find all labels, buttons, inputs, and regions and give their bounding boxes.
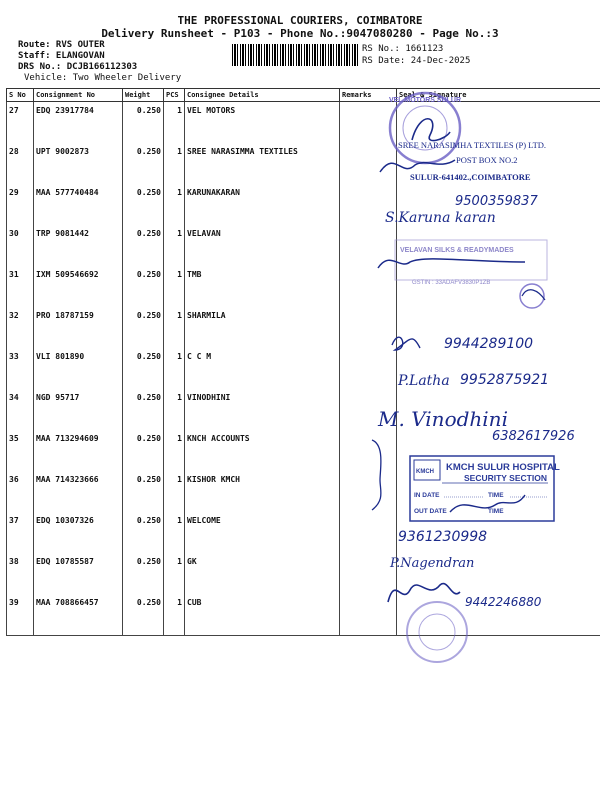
cell-signature [397, 225, 600, 266]
cell-pcs: 1 [164, 594, 185, 636]
vel-motors-seal-text: VEL MOTORS SULUR [388, 97, 462, 104]
table-row [7, 266, 600, 307]
cell-consignee: KARUNAKARAN [185, 184, 340, 225]
cell-remarks [340, 594, 397, 636]
cell-pcs: 1 [164, 307, 185, 348]
kmch-time-2: TIME [488, 508, 504, 515]
cell-sno: 35 [7, 430, 34, 471]
runsheet-subtitle: Delivery Runsheet - P103 - Phone No.:9047080280 - Page No.:3 [101, 27, 499, 40]
cell-consignee: GK [185, 553, 340, 594]
textile-stamp-line2: POST BOX NO.2 [456, 155, 518, 165]
cell-pcs: 1 [164, 266, 185, 307]
kmch-time-1: TIME [488, 492, 504, 499]
hw-name-3: M. Vinodhini [378, 407, 508, 431]
table-row [7, 348, 600, 389]
table-row [7, 512, 600, 553]
cell-signature [397, 553, 600, 594]
cell-consignee: C C M [185, 348, 340, 389]
kmch-title-1: KMCH SULUR HOSPITAL [446, 462, 560, 473]
company-title: THE PROFESSIONAL COURIERS, COIMBATORE [177, 14, 423, 27]
cell-signature [397, 512, 600, 553]
cell-weight: 0.250 [123, 143, 164, 184]
cell-signature [397, 102, 600, 144]
rs-date: RS Date: 24-Dec-2025 [362, 56, 471, 66]
cell-signature [397, 184, 600, 225]
hw-phone-6: 9442246880 [465, 595, 542, 609]
cell-consignee: CUB [185, 594, 340, 636]
cell-remarks [340, 471, 397, 512]
cell-pcs: 1 [164, 102, 185, 144]
table-row [7, 225, 600, 266]
cell-pcs: 1 [164, 512, 185, 553]
cell-remarks [340, 143, 397, 184]
table-row [7, 102, 600, 144]
cell-sno: 34 [7, 389, 34, 430]
cell-weight: 0.250 [123, 266, 164, 307]
cell-remarks [340, 389, 397, 430]
cell-consignee: VELAVAN [185, 225, 340, 266]
cell-signature [397, 143, 600, 184]
cell-sno: 27 [7, 102, 34, 144]
cell-remarks [340, 348, 397, 389]
cell-consignee: KNCH ACCOUNTS [185, 430, 340, 471]
table-row [7, 553, 600, 594]
cell-sno: 32 [7, 307, 34, 348]
cell-remarks [340, 225, 397, 266]
cell-consignment: UPT 9002873 [34, 143, 123, 184]
col-remarks: Remarks [340, 89, 397, 102]
cell-pcs: 1 [164, 348, 185, 389]
cell-signature [397, 348, 600, 389]
cell-remarks [340, 184, 397, 225]
col-sno: S No [7, 89, 34, 102]
cell-consignee: TMB [185, 266, 340, 307]
cell-signature [397, 307, 600, 348]
table-row [7, 143, 600, 184]
cell-consignment: MAA 713294609 [34, 430, 123, 471]
barcode [232, 44, 358, 66]
cell-consignee: WELCOME [185, 512, 340, 553]
hw-phone-4: 6382617926 [492, 429, 575, 444]
cell-sno: 29 [7, 184, 34, 225]
kmch-badge: KMCH [416, 469, 434, 475]
cell-pcs: 1 [164, 430, 185, 471]
cell-consignment: MAA 577740484 [34, 184, 123, 225]
cell-pcs: 1 [164, 184, 185, 225]
cell-pcs: 1 [164, 553, 185, 594]
hw-name-5: P.Nagendran [390, 556, 475, 571]
cell-weight: 0.250 [123, 184, 164, 225]
cell-remarks [340, 430, 397, 471]
table-row [7, 471, 600, 512]
col-signature: Seal & Signature [397, 89, 600, 102]
rs-number: RS No.: 1661123 [362, 44, 444, 54]
route-label: Route: RVS OUTER [18, 40, 105, 50]
cell-remarks [340, 266, 397, 307]
cell-consignment: MAA 714323666 [34, 471, 123, 512]
cell-weight: 0.250 [123, 512, 164, 553]
cell-pcs: 1 [164, 143, 185, 184]
cell-consignment: TRP 9081442 [34, 225, 123, 266]
cell-weight: 0.250 [123, 430, 164, 471]
col-weight: Weight [123, 89, 164, 102]
cell-sno: 31 [7, 266, 34, 307]
cell-sno: 38 [7, 553, 34, 594]
cell-weight: 0.250 [123, 553, 164, 594]
kmch-title-2: SECURITY SECTION [464, 473, 547, 483]
hw-name-2: P.Latha [398, 373, 450, 389]
cell-pcs: 1 [164, 389, 185, 430]
staff-label: Staff: ELANGOVAN [18, 51, 105, 61]
cell-consignment: EDQ 10307326 [34, 512, 123, 553]
cell-remarks [340, 553, 397, 594]
cell-consignee: VEL MOTORS [185, 102, 340, 144]
cell-consignment: NGD 95717 [34, 389, 123, 430]
cell-signature [397, 594, 600, 636]
cell-signature [397, 471, 600, 512]
cell-sno: 39 [7, 594, 34, 636]
cell-sno: 30 [7, 225, 34, 266]
cell-consignee: VINODHINI [185, 389, 340, 430]
kmch-in-date: IN DATE [414, 492, 440, 499]
cell-weight: 0.250 [123, 594, 164, 636]
cell-weight: 0.250 [123, 307, 164, 348]
table-row [7, 307, 600, 348]
cell-signature [397, 389, 600, 430]
hw-name-1: S.Karuna karan [385, 210, 496, 226]
cell-weight: 0.250 [123, 102, 164, 144]
cell-sno: 28 [7, 143, 34, 184]
vehicle-label: Vehicle: Two Wheeler Delivery [24, 73, 182, 83]
table-row [7, 389, 600, 430]
col-pcs: PCS [164, 89, 185, 102]
cell-weight: 0.250 [123, 389, 164, 430]
drs-number: DRS No.: DCJB166112303 [18, 62, 138, 72]
cell-consignment: IXM 509546692 [34, 266, 123, 307]
cell-consignment: EDQ 10785587 [34, 553, 123, 594]
hw-phone-1: 9500359837 [455, 194, 538, 209]
velavan-stamp-line1: VELAVAN SILKS & READYMADES [400, 247, 514, 254]
cell-consignment: VLI 801890 [34, 348, 123, 389]
cell-weight: 0.250 [123, 471, 164, 512]
cell-consignee: SHARMILA [185, 307, 340, 348]
col-consignee: Consignee Details [185, 89, 340, 102]
cell-sno: 33 [7, 348, 34, 389]
hw-phone-2: 9944289100 [444, 336, 534, 352]
cell-consignment: MAA 708866457 [34, 594, 123, 636]
cell-consignment: PRO 18787159 [34, 307, 123, 348]
cell-pcs: 1 [164, 471, 185, 512]
velavan-stamp-line2: GSTIN : 33ADAFV3830P1ZB [412, 280, 491, 286]
cell-remarks [340, 307, 397, 348]
table-header-row [7, 89, 600, 102]
textile-stamp-line1: SREE NARASIMHA TEXTILES (P) LTD. [398, 140, 547, 150]
kmch-out-date: OUT DATE [414, 508, 447, 515]
cell-consignment: EDQ 23917784 [34, 102, 123, 144]
cell-remarks [340, 102, 397, 144]
cell-weight: 0.250 [123, 348, 164, 389]
runsheet-table [6, 88, 600, 636]
cell-sno: 37 [7, 512, 34, 553]
cell-signature [397, 266, 600, 307]
table-row [7, 430, 600, 471]
cell-pcs: 1 [164, 225, 185, 266]
cell-consignee: KISHOR KMCH [185, 471, 340, 512]
textile-stamp-line3: SULUR-641402.,COIMBATORE [410, 172, 531, 182]
cell-weight: 0.250 [123, 225, 164, 266]
cell-remarks [340, 512, 397, 553]
table-row [7, 594, 600, 636]
hw-phone-3: 9952875921 [460, 372, 550, 388]
cell-sno: 36 [7, 471, 34, 512]
col-consignment: Consignment No [34, 89, 123, 102]
hw-phone-5: 9361230998 [398, 529, 488, 545]
cell-consignee: SREE NARASIMMA TEXTILES [185, 143, 340, 184]
cell-signature [397, 430, 600, 471]
table-row [7, 184, 600, 225]
